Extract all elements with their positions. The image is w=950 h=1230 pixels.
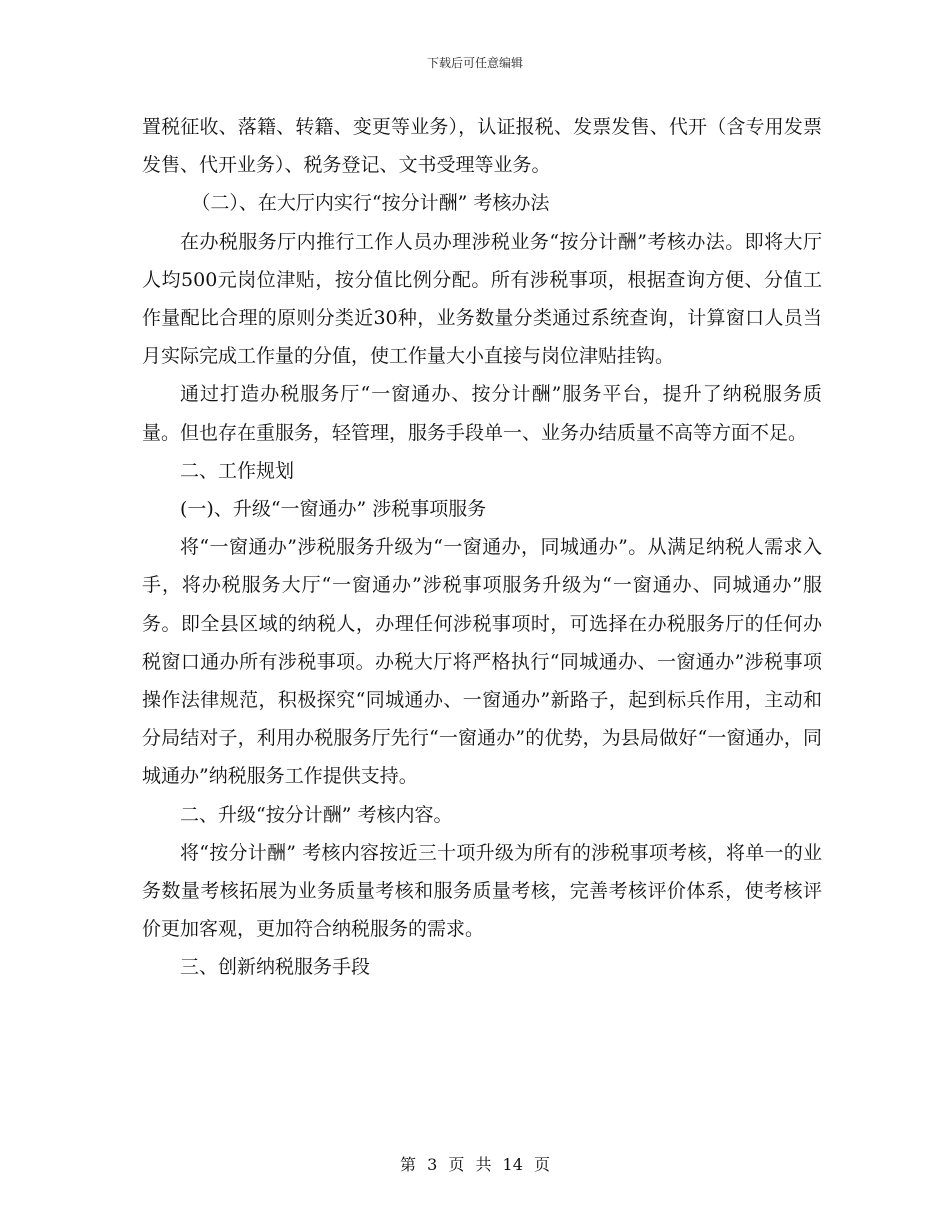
paragraph-4: 通过打造办税服务厅“一窗通办、按分计酬”服务平台，提升了纳税服务质量。但也存在重服务，轻管理，服务手段单一、业务办结质量不高等方面不足。 (142, 383, 822, 444)
subsection-heading-3: 三、创新纳税服务手段 (180, 956, 371, 979)
paragraph-3: 在办税服务厅内推行工作人员办理涉税业务“按分计酬”考核办法。即将大厅人均500元岗位津贴，按分值比例分配。所有涉税事项，根据查询方便、分值工作量配比合理的原则分类近30种，业务数量分类通过系统查询，计算窗口人员当月实际完成工作量的分值，使工作量大小直接与岗位津贴挂钩。 (142, 230, 822, 368)
page-header: 下载后可任意编辑 (426, 56, 523, 70)
subsection-heading-2: 二、升级“按分计酬” 考核内容。 (180, 803, 453, 826)
section-heading-2: （二）、在大厅内实行“按分计酬” 考核办法 (191, 192, 550, 215)
paragraph-7: 将“一窗通办”涉税服务升级为“一窗通办，同城通办”。从满足纳税人需求入手，将办税服务大厅“一窗通办”涉税事项服务升级为“一窗通办、同城通办”服务。即全县区域的纳税人，办理任何涉税事项时，可选择在办税服务厅的任何办税窗口通办所有涉税事项。办税大厅将严格执行“同城通办、一窗通办”涉税事项操作法律规范，积极探究“同城通办、一窗通办”新路子，起到标兵作用，主动和分局结对子，利用办税服务厅先行“一窗通办”的优势，为县局做好“一窗通办，同城通办”纳税服务工作提供支持。 (142, 536, 822, 788)
page-number-footer: 第 3 页 共 14 页 (400, 1155, 550, 1174)
paragraph-1: 置税征收、落籍、转籍、变更等业务），认证报税、发票发售、代开（含专用发票发售、代开业务）、税务登记、文书受理等业务。 (142, 116, 822, 177)
section-heading-work-plan: 二、工作规划 (180, 459, 295, 482)
paragraph-9: 将“按分计酬” 考核内容按近三十项升级为所有的涉税事项考核，将单一的业务数量考核拓展为业务质量考核和服务质量考核，完善考核评价体系，使考核评价更加客观，更加符合纳税服务的需求。 (142, 841, 822, 941)
document-body (142, 108, 822, 987)
subsection-heading-1: (一)、升级“一窗通办” 涉税事项服务 (180, 498, 487, 521)
